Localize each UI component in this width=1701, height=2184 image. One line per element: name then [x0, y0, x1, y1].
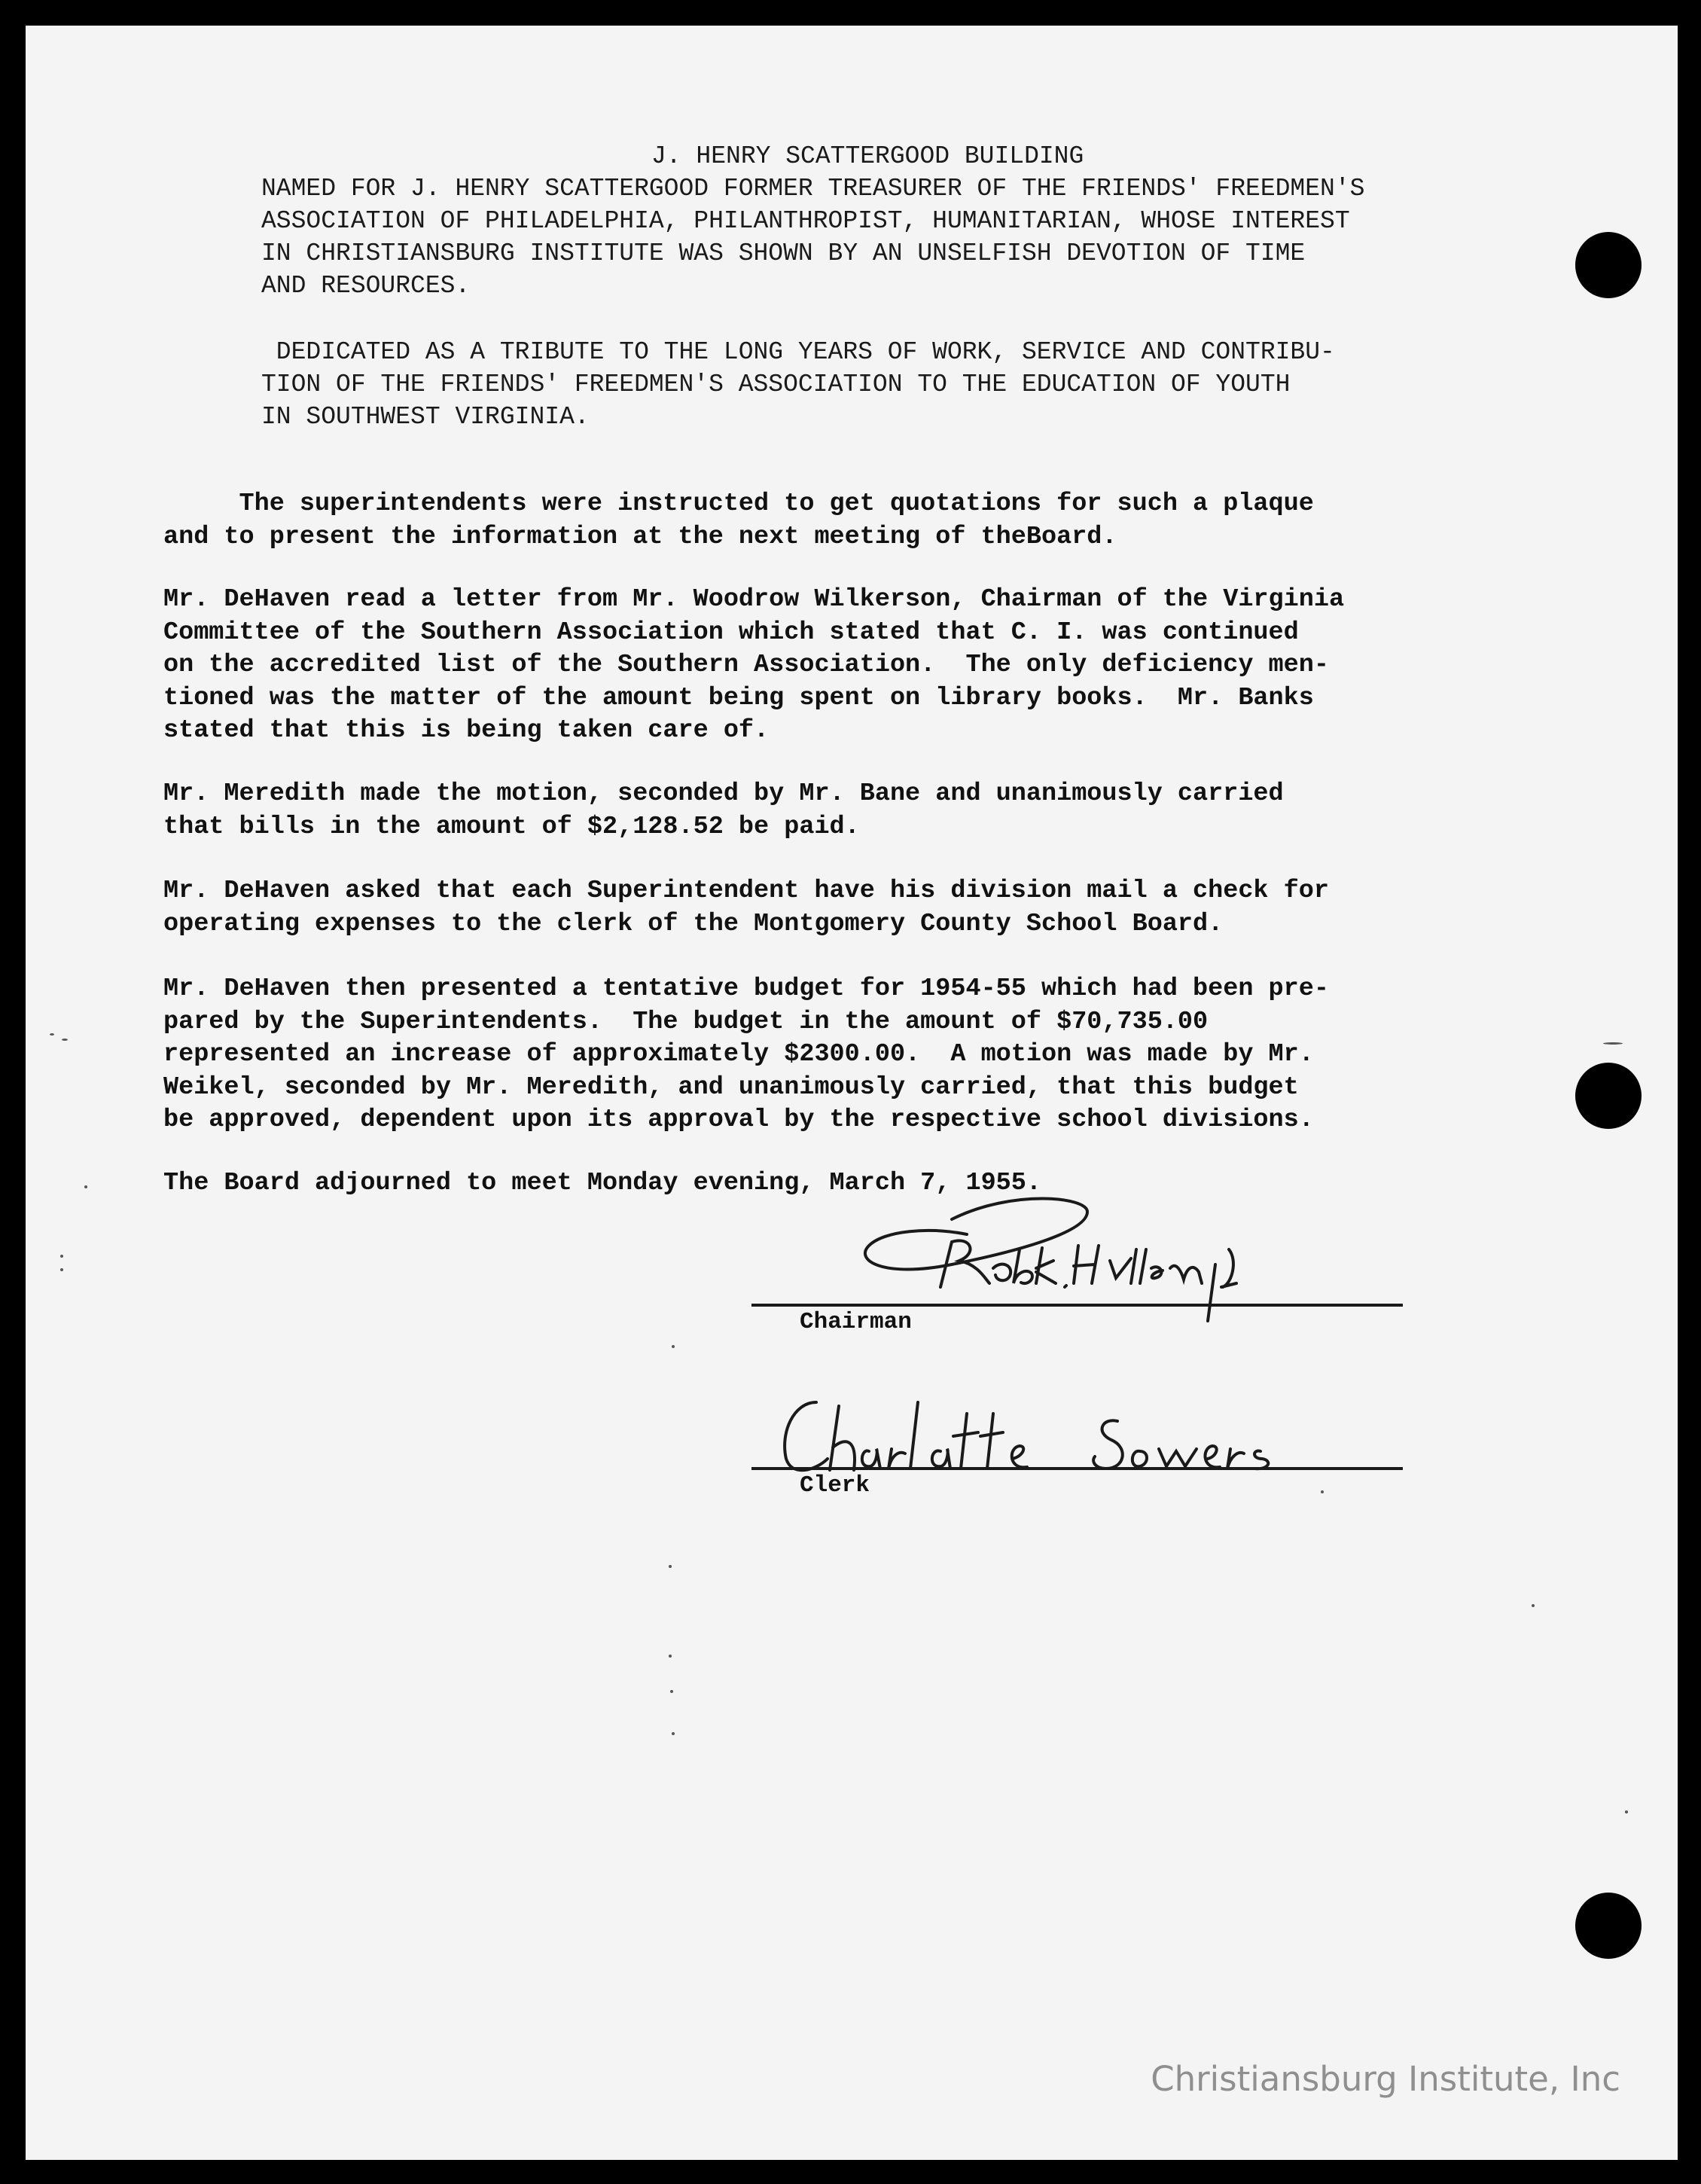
paper-speck: [60, 1268, 63, 1271]
punch-hole-top: [1575, 232, 1642, 298]
paper-speck: [1625, 1810, 1628, 1813]
chairman-label: Chairman: [800, 1309, 912, 1335]
chairman-signature-line: [751, 1304, 1403, 1307]
paper-speck: [669, 1565, 672, 1568]
paragraph-accreditation-letter: [163, 584, 1344, 748]
paragraph-line: Mr. DeHaven asked that each Superintendent have his division mail a check for: [163, 877, 1329, 905]
heading-line: IN CHRISTIANSBURG INSTITUTE WAS SHOWN BY AN UNSELFISH DEVOTION OF TIME: [261, 239, 1306, 267]
clerk-signature-line: [751, 1467, 1403, 1470]
paragraph-line: be approved, dependent upon its approval by the respective school divisions.: [163, 1106, 1314, 1134]
paragraph-line: Mr. DeHaven read a letter from Mr. Woodrow Wilkerson, Chairman of the Virginia: [163, 585, 1345, 614]
heading-line: ASSOCIATION OF PHILADELPHIA, PHILANTHROPIST, HUMANITARIAN, WHOSE INTEREST: [261, 207, 1350, 235]
paragraph-line: that bills in the amount of $2,128.52 be paid.: [163, 812, 860, 841]
paper-speck: [62, 1039, 68, 1041]
paper-speck: [669, 1655, 672, 1658]
dedication-block: [261, 336, 1335, 433]
paragraph-line: tioned was the matter of the amount being spent on library books. Mr. Banks: [163, 683, 1314, 712]
paper-speck: [50, 1033, 54, 1036]
heading-line: NAMED FOR J. HENRY SCATTERGOOD FORMER TREASURER OF THE FRIENDS' FREEDMEN'S: [261, 175, 1365, 203]
paper-speck: [672, 1345, 675, 1348]
building-title: J. HENRY SCATTERGOOD BUILDING: [651, 142, 1084, 170]
paragraph-line: The superintendents were instructed to get quotations for such a plaque: [163, 490, 1314, 518]
paragraph-operating-expenses: [163, 875, 1329, 941]
paragraph-line: and to present the information at the next meeting of theBoard.: [163, 522, 1117, 551]
paragraph-budget: [163, 973, 1329, 1137]
paper-speck: [84, 1185, 87, 1188]
paragraph-line: Mr. Meredith made the motion, seconded by Mr. Bane and unanimously carried: [163, 779, 1284, 808]
paragraph-line: Weikel, seconded by Mr. Meredith, and unanimously carried, that this budget: [163, 1072, 1299, 1102]
watermark: Christiansburg Institute, Inc: [1151, 2059, 1620, 2099]
punch-hole-middle: [1575, 1063, 1642, 1129]
paragraph-line: operating expenses to the clerk of the Montgomery County School Board.: [163, 909, 1224, 938]
heading-line: AND RESOURCES.: [261, 272, 471, 300]
paragraph-line: represented an increase of approximately $2300.00. A motion was made by Mr.: [163, 1040, 1314, 1069]
paragraph-plaque-quotations: [163, 488, 1314, 554]
clerk-label: Clerk: [800, 1472, 870, 1499]
document-page: [26, 26, 1678, 2160]
paragraph-bills-motion: [163, 778, 1284, 843]
paper-speck: [672, 1732, 675, 1735]
dedication-line: IN SOUTHWEST VIRGINIA.: [261, 403, 590, 431]
paragraph-line: stated that this is being taken care of.: [163, 716, 770, 745]
paper-speck: [1532, 1604, 1535, 1607]
paper-speck: [1321, 1490, 1324, 1493]
paragraph-line: on the accredited list of the Southern Association. The only deficiency men-: [163, 651, 1329, 679]
paragraph-line: pared by the Superintendents. The budget in the amount of $70,735.00: [163, 1007, 1209, 1036]
dedication-line: DEDICATED AS A TRIBUTE TO THE LONG YEARS OF WORK, SERVICE AND CONTRIBU-: [261, 338, 1335, 366]
heading-block: [261, 140, 1364, 302]
paragraph-line: The Board adjourned to meet Monday evening, March 7, 1955.: [163, 1169, 1041, 1197]
paragraph-line: Mr. DeHaven then presented a tentative budget for 1954-55 which had been pre-: [163, 975, 1329, 1003]
paper-speck: [670, 1690, 673, 1693]
paragraph-line: Committee of the Southern Association which stated that C. I. was continued: [163, 618, 1299, 647]
dedication-line: TION OF THE FRIENDS' FREEDMEN'S ASSOCIATION TO THE EDUCATION OF YOUTH: [261, 371, 1291, 398]
paper-speck: [1603, 1042, 1623, 1045]
punch-hole-bottom: [1575, 1893, 1642, 1959]
paper-speck: [60, 1255, 63, 1258]
clerk-signature: [764, 1387, 1351, 1485]
